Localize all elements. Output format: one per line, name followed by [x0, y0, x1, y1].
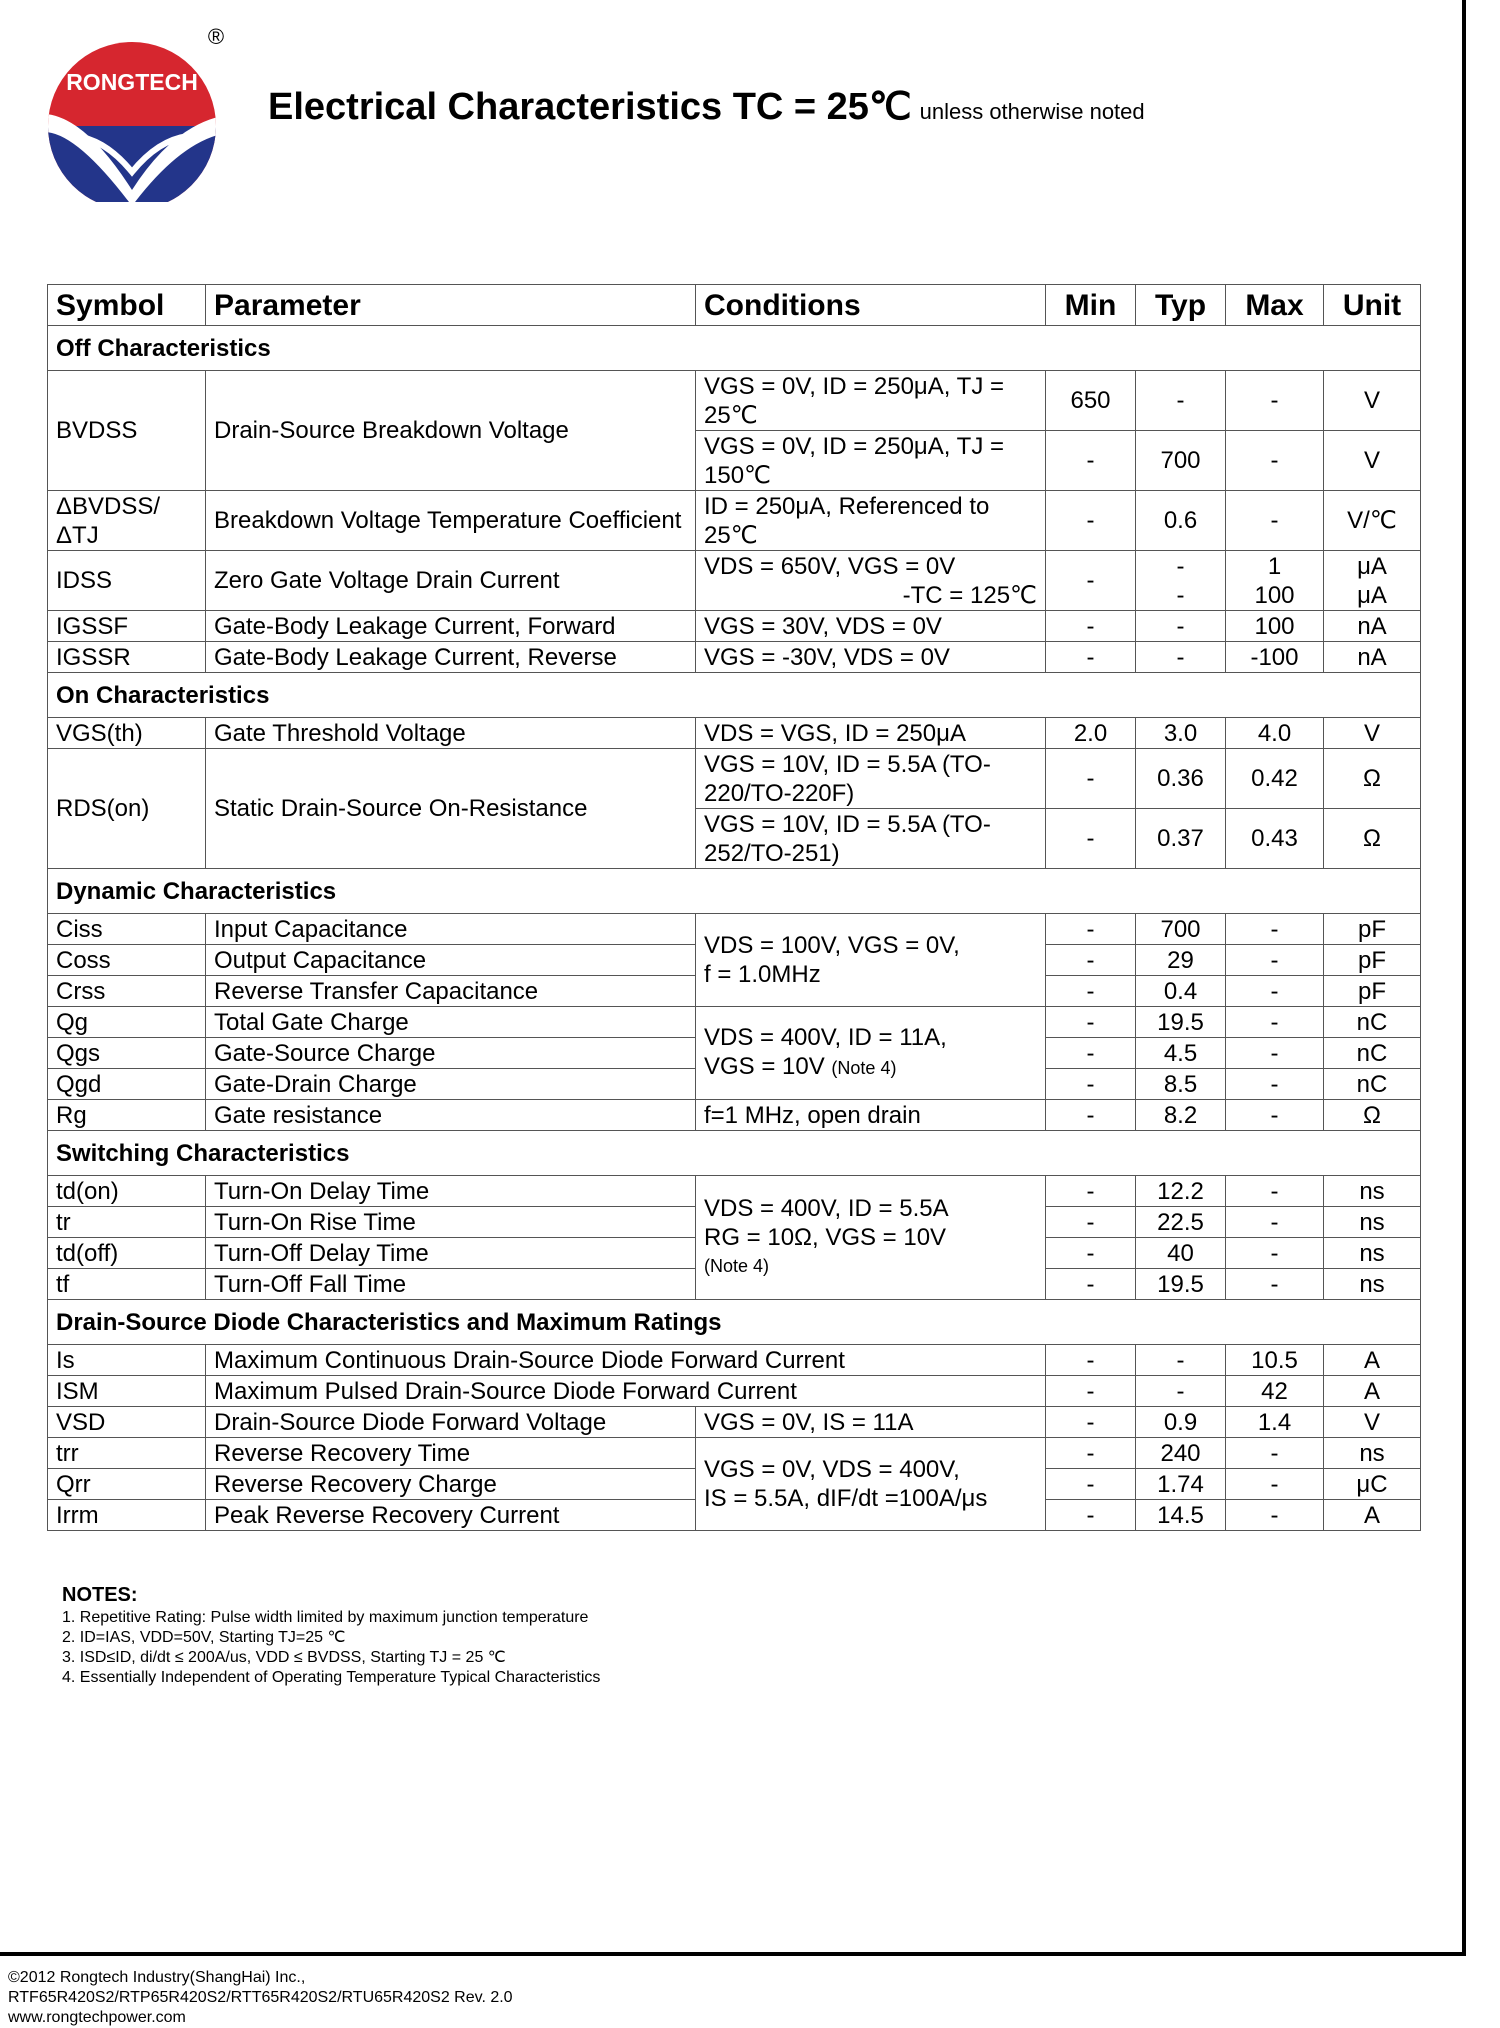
max: - [1226, 1176, 1324, 1207]
table-row [48, 642, 1421, 673]
table-row [48, 1007, 1421, 1038]
unit: Ω [1324, 749, 1421, 809]
parameter: Output Capacitance [206, 945, 696, 976]
min: - [1046, 1238, 1136, 1269]
symbol: IGSSR [48, 642, 206, 673]
table-row [48, 611, 1421, 642]
condition [696, 1176, 1046, 1300]
max: - [1226, 1038, 1324, 1069]
min: 650 [1046, 371, 1136, 431]
note-ref: (Note 4) [704, 1256, 770, 1276]
symbol: IGSSF [48, 611, 206, 642]
unit: nC [1324, 1069, 1421, 1100]
symbol: Crss [48, 976, 206, 1007]
unit: Ω [1324, 1100, 1421, 1131]
footer-website: www.rongtechpower.com [8, 2009, 186, 2026]
symbol: VGS(th) [48, 718, 206, 749]
typ: 700 [1136, 914, 1226, 945]
max: 0.42 [1226, 749, 1324, 809]
symbol: Qgs [48, 1038, 206, 1069]
footer-copyright: ©2012 Rongtech Industry(ShangHai) Inc., [8, 1969, 306, 1986]
section-title: Off Characteristics [48, 326, 1421, 371]
header-row [48, 285, 1421, 326]
unit: A [1324, 1500, 1421, 1531]
typ: 700 [1136, 431, 1226, 491]
max: - [1226, 491, 1324, 551]
max: - [1226, 1469, 1324, 1500]
typ: 0.9 [1136, 1407, 1226, 1438]
condition [696, 551, 1046, 611]
max: - [1226, 1007, 1324, 1038]
typ: 0.36 [1136, 749, 1226, 809]
parameter: Drain-Source Diode Forward Voltage [206, 1407, 696, 1438]
min: - [1046, 1100, 1136, 1131]
section-title: Switching Characteristics [48, 1131, 1421, 1176]
symbol: Coss [48, 945, 206, 976]
min: - [1046, 914, 1136, 945]
min: - [1046, 976, 1136, 1007]
typ: 19.5 [1136, 1007, 1226, 1038]
typ: 12.2 [1136, 1176, 1226, 1207]
typ: 0.37 [1136, 809, 1226, 869]
condition: VGS = 10V, ID = 5.5A (TO-252/TO-251) [696, 809, 1046, 869]
min: - [1046, 642, 1136, 673]
parameter: Breakdown Voltage Temperature Coefficient [206, 491, 696, 551]
condition-line: RG = 10Ω, VGS = 10V [704, 1224, 947, 1251]
unit: ns [1324, 1269, 1421, 1300]
symbol: Qrr [48, 1469, 206, 1500]
table-row [48, 914, 1421, 945]
unit: V [1324, 431, 1421, 491]
min: - [1046, 1207, 1136, 1238]
parameter: Turn-Off Delay Time [206, 1238, 696, 1269]
min: - [1046, 1376, 1136, 1407]
table-row [48, 1407, 1421, 1438]
max: - [1226, 431, 1324, 491]
title-main: Electrical Characteristics TC = 25℃ [268, 86, 912, 128]
table-row [48, 371, 1421, 431]
symbol: tf [48, 1269, 206, 1300]
note-item: 1. Repetitive Rating: Pulse width limited by maximum junction temperature [62, 1609, 589, 1626]
col-parameter: Parameter [206, 285, 696, 326]
parameter: Gate-Body Leakage Current, Reverse [206, 642, 696, 673]
parameter: Gate-Drain Charge [206, 1069, 696, 1100]
typ-line: - [1176, 581, 1185, 609]
typ: 22.5 [1136, 1207, 1226, 1238]
table-row [48, 1345, 1421, 1376]
symbol: td(on) [48, 1176, 206, 1207]
max: - [1226, 1238, 1324, 1269]
footer [8, 1968, 513, 2028]
symbol: Rg [48, 1100, 206, 1131]
typ [1136, 551, 1226, 611]
symbol: Ciss [48, 914, 206, 945]
min: - [1046, 551, 1136, 611]
min: - [1046, 1269, 1136, 1300]
title-sub: unless otherwise noted [919, 99, 1145, 124]
typ-line: - [1176, 552, 1185, 580]
col-symbol: Symbol [48, 285, 206, 326]
max: -100 [1226, 642, 1324, 673]
typ: 4.5 [1136, 1038, 1226, 1069]
col-conditions: Conditions [696, 285, 1046, 326]
condition: VDS = VGS, ID = 250μA [696, 718, 1046, 749]
min: - [1046, 1038, 1136, 1069]
unit: V [1324, 371, 1421, 431]
parameter: Turn-On Delay Time [206, 1176, 696, 1207]
condition [696, 1007, 1046, 1100]
condition: ID = 250μA, Referenced to 25℃ [696, 491, 1046, 551]
unit-line: μA [1357, 552, 1387, 580]
col-unit: Unit [1324, 285, 1421, 326]
condition [696, 1438, 1046, 1531]
parameter: Maximum Pulsed Drain-Source Diode Forward Current [206, 1376, 1046, 1407]
unit: A [1324, 1376, 1421, 1407]
unit: μC [1324, 1469, 1421, 1500]
unit: ns [1324, 1238, 1421, 1269]
parameter: Total Gate Charge [206, 1007, 696, 1038]
table-row [48, 491, 1421, 551]
max [1226, 551, 1324, 611]
typ: 0.4 [1136, 976, 1226, 1007]
unit: A [1324, 1345, 1421, 1376]
condition-line: IS = 5.5A, dIF/dt =100A/μs [704, 1485, 988, 1512]
electrical-characteristics-table [47, 284, 1421, 1531]
table-row [48, 1438, 1421, 1469]
parameter: Peak Reverse Recovery Current [206, 1500, 696, 1531]
parameter: Zero Gate Voltage Drain Current [206, 551, 696, 611]
unit-line: μA [1357, 581, 1387, 609]
min: - [1046, 1469, 1136, 1500]
unit: V/℃ [1324, 491, 1421, 551]
max: - [1226, 1207, 1324, 1238]
min: - [1046, 1407, 1136, 1438]
symbol: VSD [48, 1407, 206, 1438]
typ: 240 [1136, 1438, 1226, 1469]
section-title: On Characteristics [48, 673, 1421, 718]
notes-title: NOTES: [62, 1584, 138, 1606]
symbol: trr [48, 1438, 206, 1469]
min: 2.0 [1046, 718, 1136, 749]
unit: pF [1324, 976, 1421, 1007]
symbol: tr [48, 1207, 206, 1238]
col-typ: Typ [1136, 285, 1226, 326]
symbol: td(off) [48, 1238, 206, 1269]
table-row [48, 749, 1421, 809]
section-title: Drain-Source Diode Characteristics and Maximum Ratings [48, 1300, 1421, 1345]
condition-line: VDS = 100V, VGS = 0V, [704, 932, 960, 959]
table-row [48, 1176, 1421, 1207]
symbol: ΔBVDSS/ΔTJ [48, 491, 206, 551]
page-title [268, 84, 1145, 129]
max: 10.5 [1226, 1345, 1324, 1376]
min: - [1046, 1007, 1136, 1038]
typ: - [1136, 611, 1226, 642]
parameter: Input Capacitance [206, 914, 696, 945]
notes [62, 1582, 600, 1688]
section-title: Dynamic Characteristics [48, 869, 1421, 914]
typ: 14.5 [1136, 1500, 1226, 1531]
unit: nC [1324, 1038, 1421, 1069]
condition-line: -TC = 125℃ [902, 581, 1037, 609]
section-diode [48, 1300, 1421, 1345]
typ: 0.6 [1136, 491, 1226, 551]
section-on [48, 673, 1421, 718]
unit: ns [1324, 1438, 1421, 1469]
condition: VGS = 30V, VDS = 0V [696, 611, 1046, 642]
rongtech-logo [46, 22, 236, 202]
condition: VGS = 0V, ID = 250μA, TJ = 25℃ [696, 371, 1046, 431]
footer-part-numbers: RTF65R420S2/RTP65R420S2/RTT65R420S2/RTU65R420S2 Rev. 2.0 [8, 1989, 513, 2006]
parameter: Reverse Recovery Charge [206, 1469, 696, 1500]
condition: VGS = 0V, IS = 11A [696, 1407, 1046, 1438]
parameter: Gate-Source Charge [206, 1038, 696, 1069]
parameter: Reverse Transfer Capacitance [206, 976, 696, 1007]
parameter: Drain-Source Breakdown Voltage [206, 371, 696, 491]
unit: pF [1324, 914, 1421, 945]
min: - [1046, 1176, 1136, 1207]
condition [696, 914, 1046, 1007]
condition-line: VGS = 0V, VDS = 400V, [704, 1456, 960, 1483]
typ: 19.5 [1136, 1269, 1226, 1300]
condition-line [704, 1052, 1037, 1083]
symbol: RDS(on) [48, 749, 206, 869]
max: - [1226, 1500, 1324, 1531]
parameter: Gate Threshold Voltage [206, 718, 696, 749]
parameter: Turn-On Rise Time [206, 1207, 696, 1238]
max: 4.0 [1226, 718, 1324, 749]
typ: 8.2 [1136, 1100, 1226, 1131]
max: - [1226, 914, 1324, 945]
min: - [1046, 945, 1136, 976]
max: - [1226, 371, 1324, 431]
unit: pF [1324, 945, 1421, 976]
parameter: Reverse Recovery Time [206, 1438, 696, 1469]
max: 42 [1226, 1376, 1324, 1407]
section-dynamic [48, 869, 1421, 914]
max: 1.4 [1226, 1407, 1324, 1438]
condition: VGS = -30V, VDS = 0V [696, 642, 1046, 673]
unit: Ω [1324, 809, 1421, 869]
parameter: Gate-Body Leakage Current, Forward [206, 611, 696, 642]
note-item: 4. Essentially Independent of Operating Temperature Typical Characteristics [62, 1669, 601, 1686]
typ: 1.74 [1136, 1469, 1226, 1500]
condition: f=1 MHz, open drain [696, 1100, 1046, 1131]
max: 100 [1226, 611, 1324, 642]
unit: nA [1324, 611, 1421, 642]
registered-mark: ® [207, 24, 225, 49]
note-item: 2. ID=IAS, VDD=50V, Starting TJ=25 ℃ [62, 1629, 346, 1646]
table-row [48, 551, 1421, 611]
logo-text: RONGTECH [66, 69, 198, 95]
unit: V [1324, 1407, 1421, 1438]
typ: 3.0 [1136, 718, 1226, 749]
table-row [48, 1376, 1421, 1407]
max: - [1226, 945, 1324, 976]
min: - [1046, 491, 1136, 551]
typ: 40 [1136, 1238, 1226, 1269]
condition: VGS = 0V, ID = 250μA, TJ = 150℃ [696, 431, 1046, 491]
table-row [48, 718, 1421, 749]
condition-line: VDS = 400V, ID = 11A, [704, 1024, 947, 1051]
table-row [48, 1100, 1421, 1131]
symbol: Irrm [48, 1500, 206, 1531]
unit: nC [1324, 1007, 1421, 1038]
condition-line: f = 1.0MHz [704, 961, 821, 988]
max: - [1226, 1438, 1324, 1469]
unit: nA [1324, 642, 1421, 673]
note-ref: (Note 4) [831, 1058, 897, 1078]
min: - [1046, 1069, 1136, 1100]
min: - [1046, 1438, 1136, 1469]
min: - [1046, 749, 1136, 809]
note-item: 3. ISD≤ID, di/dt ≤ 200A/us, VDD ≤ BVDSS, Starting TJ = 25 ℃ [62, 1649, 506, 1666]
parameter: Turn-Off Fall Time [206, 1269, 696, 1300]
condition-line: VDS = 650V, VGS = 0V [704, 552, 956, 580]
min: - [1046, 611, 1136, 642]
max-line: 1 [1267, 552, 1282, 580]
max: - [1226, 1100, 1324, 1131]
max: - [1226, 1269, 1324, 1300]
min: - [1046, 431, 1136, 491]
min: - [1046, 1500, 1136, 1531]
unit: ns [1324, 1176, 1421, 1207]
symbol: IDSS [48, 551, 206, 611]
unit [1324, 551, 1421, 611]
min: - [1046, 809, 1136, 869]
parameter: Gate resistance [206, 1100, 696, 1131]
max-line: 100 [1254, 581, 1295, 609]
condition-text: VGS = 10V [704, 1053, 825, 1080]
parameter: Maximum Continuous Drain-Source Diode Forward Current [206, 1345, 1046, 1376]
min: - [1046, 1345, 1136, 1376]
symbol: Is [48, 1345, 206, 1376]
typ: - [1136, 642, 1226, 673]
symbol: ISM [48, 1376, 206, 1407]
condition: VGS = 10V, ID = 5.5A (TO-220/TO-220F) [696, 749, 1046, 809]
col-min: Min [1046, 285, 1136, 326]
condition-line: VDS = 400V, ID = 5.5A [704, 1195, 949, 1222]
section-off [48, 326, 1421, 371]
max: 0.43 [1226, 809, 1324, 869]
typ: - [1136, 1376, 1226, 1407]
typ: - [1136, 1345, 1226, 1376]
max: - [1226, 1069, 1324, 1100]
max: - [1226, 976, 1324, 1007]
symbol: Qg [48, 1007, 206, 1038]
unit: ns [1324, 1207, 1421, 1238]
typ: 8.5 [1136, 1069, 1226, 1100]
section-switching [48, 1131, 1421, 1176]
parameter: Static Drain-Source On-Resistance [206, 749, 696, 869]
unit: V [1324, 718, 1421, 749]
typ: 29 [1136, 945, 1226, 976]
col-max: Max [1226, 285, 1324, 326]
symbol: BVDSS [48, 371, 206, 491]
typ: - [1136, 371, 1226, 431]
symbol: Qgd [48, 1069, 206, 1100]
